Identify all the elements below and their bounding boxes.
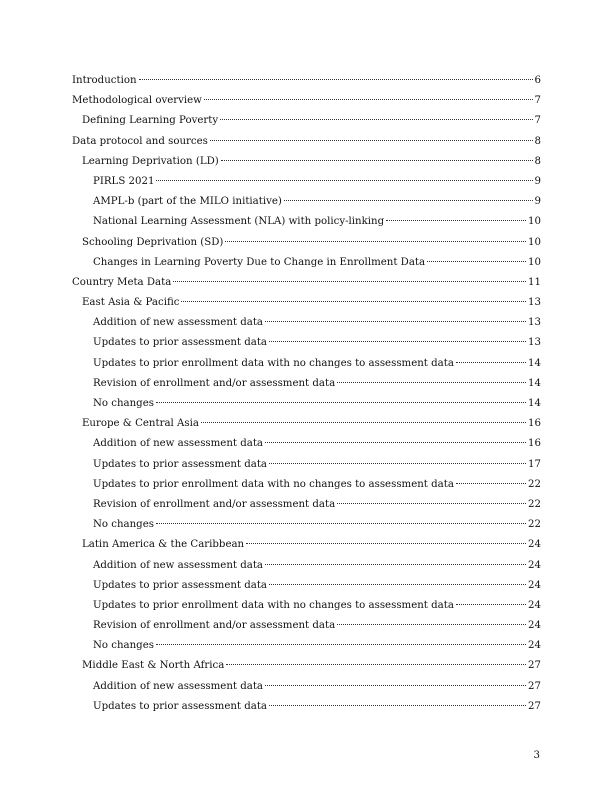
toc-entry-label[interactable]: PIRLS 2021	[93, 175, 155, 187]
toc-entry-page[interactable]: 14	[528, 377, 541, 389]
toc-entry-label[interactable]: Revision of enrollment and/or assessment data	[93, 377, 336, 389]
toc-entry-page[interactable]: 13	[528, 317, 541, 329]
toc-entry[interactable]	[72, 596, 541, 616]
toc-entry[interactable]	[72, 91, 541, 111]
toc-entry-page[interactable]: 22	[528, 519, 541, 531]
toc-dot-leader	[225, 241, 526, 242]
toc-entry[interactable]	[72, 434, 541, 454]
toc-entry-page[interactable]: 9	[534, 196, 541, 208]
toc-entry[interactable]	[72, 656, 541, 676]
toc-dot-leader	[284, 200, 533, 201]
toc-dot-leader	[210, 140, 533, 141]
toc-dot-leader	[269, 463, 526, 464]
toc-entry[interactable]	[72, 253, 541, 273]
toc-dot-leader	[337, 503, 526, 504]
toc-entry-label[interactable]: Country Meta Data	[72, 276, 172, 288]
toc-entry-label[interactable]: East Asia & Pacific	[82, 297, 180, 309]
toc-dot-leader	[156, 180, 532, 181]
toc-dot-leader	[139, 79, 533, 80]
toc-dot-leader	[337, 624, 526, 625]
toc-entry-label[interactable]: Defining Learning Poverty	[82, 115, 219, 127]
page-number: 3	[533, 750, 540, 761]
toc-entry[interactable]	[72, 515, 541, 535]
toc-entry-page[interactable]: 22	[528, 498, 541, 510]
toc-entry[interactable]	[72, 535, 541, 555]
toc-entry-label[interactable]: Europe & Central Asia	[82, 418, 199, 430]
toc-dot-leader	[269, 705, 526, 706]
toc-entry-page[interactable]: 24	[528, 539, 541, 551]
toc-entry-page[interactable]: 13	[528, 337, 541, 349]
toc-entry-page[interactable]: 6	[534, 75, 541, 86]
toc-entry-page[interactable]: 22	[528, 478, 541, 490]
toc-dot-leader	[265, 685, 526, 686]
toc-entry-page[interactable]: 17	[528, 458, 541, 470]
toc-entry-label[interactable]: Updates to prior assessment data	[93, 700, 268, 712]
toc-entry[interactable]	[72, 394, 541, 414]
toc-entry-label[interactable]: Addition of new assessment data	[93, 438, 263, 450]
toc-entry-label[interactable]: Introduction	[72, 75, 137, 86]
toc-dot-leader	[226, 664, 526, 665]
toc-dot-leader	[156, 402, 526, 403]
toc-dot-leader	[156, 644, 526, 645]
toc-entry[interactable]	[72, 697, 541, 717]
toc-dot-leader	[456, 362, 526, 363]
toc-entry-label[interactable]: Updates to prior assessment data	[93, 458, 268, 470]
toc-entry[interactable]	[72, 576, 541, 596]
toc-entry-label[interactable]: Learning Deprivation (LD)	[82, 155, 219, 167]
toc-entry-page[interactable]: 27	[528, 680, 541, 692]
toc-entry[interactable]	[72, 374, 541, 394]
toc-entry[interactable]	[72, 354, 541, 374]
toc-entry[interactable]	[72, 233, 541, 253]
toc-dot-leader	[265, 564, 526, 565]
toc-entry-page[interactable]: 9	[534, 175, 541, 187]
toc-entry[interactable]	[72, 495, 541, 515]
toc-entry[interactable]	[72, 293, 541, 313]
toc-entry-label[interactable]: Updates to prior enrollment data with no changes to assessment data	[93, 357, 454, 369]
toc-entry[interactable]	[72, 212, 541, 232]
toc-entry-label[interactable]: Addition of new assessment data	[93, 559, 263, 571]
toc-dot-leader	[246, 543, 526, 544]
toc-entry[interactable]	[72, 132, 541, 152]
toc-entry-page[interactable]: 7	[534, 115, 541, 127]
toc-entry-label[interactable]: Updates to prior assessment data	[93, 337, 268, 349]
toc-entry[interactable]	[72, 475, 541, 495]
toc-dot-leader	[456, 483, 526, 484]
toc-dot-leader	[386, 220, 526, 221]
toc-entry[interactable]	[72, 414, 541, 434]
toc-entry-page[interactable]: 8	[534, 135, 541, 147]
toc-entry-label[interactable]: Revision of enrollment and/or assessment data	[93, 498, 336, 510]
toc-entry-page[interactable]: 10	[528, 236, 541, 248]
toc-entry-label[interactable]: Addition of new assessment data	[93, 317, 263, 329]
toc-entry-label[interactable]: No changes	[93, 640, 154, 652]
toc-entry-label[interactable]: Data protocol and sources	[72, 135, 208, 147]
toc-entry[interactable]	[72, 333, 541, 353]
toc-entry[interactable]	[72, 273, 541, 293]
toc-entry-label[interactable]: Middle East & North Africa	[82, 660, 225, 672]
toc-entry[interactable]	[72, 172, 541, 192]
toc-dot-leader	[204, 99, 533, 100]
toc-entry-label[interactable]: Updates to prior assessment data	[93, 579, 268, 591]
toc-entry-label[interactable]: Changes in Learning Poverty Due to Change in Enrollment Data	[93, 256, 426, 268]
toc-entry-label[interactable]: Schooling Deprivation (SD)	[82, 236, 224, 248]
toc-entry-label[interactable]: Revision of enrollment and/or assessment data	[93, 620, 336, 632]
toc-entry[interactable]	[72, 152, 541, 172]
toc-entry-page[interactable]: 27	[528, 660, 541, 672]
toc-dot-leader	[220, 119, 532, 120]
toc-entry[interactable]	[72, 677, 541, 697]
toc-entry-label[interactable]: Latin America & the Caribbean	[82, 539, 245, 551]
toc-entry-page[interactable]: 14	[528, 357, 541, 369]
toc-entry-label[interactable]: Updates to prior enrollment data with no changes to assessment data	[93, 478, 454, 490]
toc-entry-page[interactable]: 24	[528, 640, 541, 652]
toc-entry-label[interactable]: Methodological overview	[72, 95, 202, 107]
toc-dot-leader	[337, 382, 526, 383]
toc-dot-leader	[269, 341, 526, 342]
toc-dot-leader	[173, 281, 526, 282]
toc-dot-leader	[269, 584, 526, 585]
toc-entry-page[interactable]: 24	[528, 579, 541, 591]
toc-entry[interactable]	[72, 636, 541, 656]
toc-entry-label[interactable]: AMPL-b (part of the MILO initiative)	[93, 196, 282, 208]
toc-entry-page[interactable]: 10	[528, 216, 541, 228]
toc-entry-page[interactable]: 16	[528, 418, 541, 430]
toc-entry-label[interactable]: No changes	[93, 519, 154, 531]
toc-dot-leader	[427, 261, 526, 262]
toc-entry-page[interactable]: 13	[528, 297, 541, 309]
toc-dot-leader	[265, 442, 526, 443]
toc-entry[interactable]	[72, 313, 541, 333]
toc-entry[interactable]	[72, 556, 541, 576]
toc-entry-page[interactable]: 24	[528, 559, 541, 571]
table-of-contents	[72, 71, 541, 717]
toc-dot-leader	[156, 523, 526, 524]
toc-entry-page[interactable]: 8	[534, 155, 541, 167]
toc-entry-page[interactable]: 24	[528, 620, 541, 632]
toc-entry-page[interactable]: 11	[528, 276, 541, 288]
toc-entry[interactable]	[72, 71, 541, 91]
toc-entry[interactable]	[72, 192, 541, 212]
toc-entry-page[interactable]: 10	[528, 256, 541, 268]
toc-entry[interactable]	[72, 111, 541, 131]
toc-dot-leader	[456, 604, 526, 605]
toc-entry-page[interactable]: 16	[528, 438, 541, 450]
toc-entry[interactable]	[72, 455, 541, 475]
toc-dot-leader	[265, 321, 526, 322]
toc-entry-label[interactable]: National Learning Assessment (NLA) with policy-linking	[93, 216, 385, 228]
toc-entry-page[interactable]: 7	[534, 95, 541, 107]
toc-entry-page[interactable]: 27	[528, 700, 541, 712]
toc-dot-leader	[221, 160, 533, 161]
toc-dot-leader	[181, 301, 526, 302]
toc-entry-label[interactable]: No changes	[93, 398, 154, 409]
toc-entry-page[interactable]: 24	[528, 599, 541, 611]
toc-entry[interactable]	[72, 616, 541, 636]
toc-entry-label[interactable]: Addition of new assessment data	[93, 680, 263, 692]
toc-entry-label[interactable]: Updates to prior enrollment data with no changes to assessment data	[93, 599, 454, 611]
toc-dot-leader	[201, 422, 526, 423]
toc-entry-page[interactable]: 14	[528, 398, 541, 409]
